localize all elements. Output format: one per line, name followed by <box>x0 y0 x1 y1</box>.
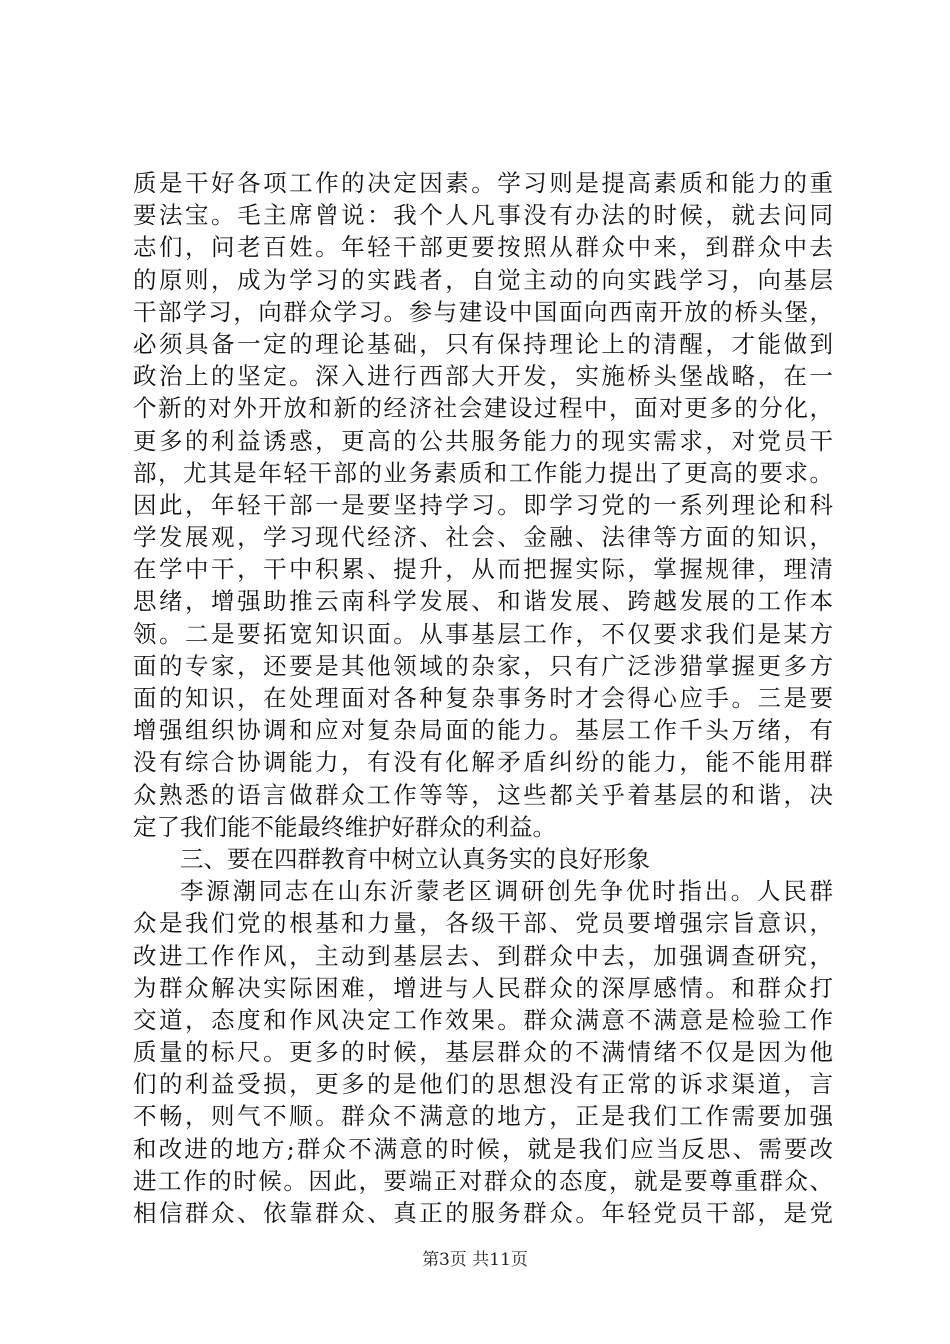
text-line: 交道，态度和作风决定工作效果。群众满意不满意是检验工作 <box>133 1005 833 1034</box>
text-line: 众熟悉的语言做群众工作等等，这些都关乎着基层的和谐，决 <box>133 780 833 809</box>
text-line: 学发展观，学习现代经济、社会、金融、法律等方面的知识， <box>133 523 833 552</box>
text-line: 更多的利益诱惑，更高的公共服务能力的现实需求，对党员干 <box>133 426 833 455</box>
text-line: 因此，年轻干部一是要坚持学习。即学习党的一系列理论和科 <box>133 490 833 519</box>
text-line: 不畅，则气不顺。群众不满意的地方，正是我们工作需要加强 <box>133 1102 833 1131</box>
text-line: 面的专家，还要是其他领域的杂家，只有广泛涉猎掌握更多方 <box>133 651 833 680</box>
text-line: 领。二是要拓宽知识面。从事基层工作，不仅要求我们是某方 <box>133 619 833 648</box>
section-heading: 三、要在四群教育中树立认真务实的良好形象 <box>180 844 650 873</box>
text-line: 在学中干，干中积累、提升，从而把握实际，掌握规律，理清 <box>133 555 833 584</box>
text-line: 和改进的地方;群众不满意的时候，就是我们应当反思、需要改 <box>133 1134 833 1163</box>
text-line: 众是我们党的根基和力量，各级干部、党员要增强宗旨意识， <box>133 909 833 938</box>
text-line: 为群众解决实际困难，增进与人民群众的深厚感情。和群众打 <box>133 973 833 1002</box>
text-line: 面的知识，在处理面对各种复杂事务时才会得心应手。三是要 <box>133 684 833 712</box>
text-line: 相信群众、依靠群众、真正的服务群众。年轻党员干部，是党 <box>133 1199 833 1227</box>
text-line: 进工作的时候。因此，要端正对群众的态度，就是要尊重群众、 <box>133 1166 833 1195</box>
text-line: 思绪，增强助推云南科学发展、和谐发展、跨越发展的工作本 <box>133 587 833 616</box>
page-number-footer: 第3页 共11页 <box>422 1250 528 1270</box>
text-line: 部，尤其是年轻干部的业务素质和工作能力提出了更高的要求。 <box>133 458 833 487</box>
text-line: 政治上的坚定。深入进行西部大开发，实施桥头堡战略，在一 <box>133 362 833 391</box>
paragraph-end-line: 定了我们能不能最终维护好群众的利益。 <box>133 812 556 841</box>
document-body <box>133 167 833 1229</box>
text-line: 个新的对外开放和新的经济社会建设过程中，面对更多的分化， <box>133 394 833 423</box>
text-line: 们的利益受损，更多的是他们的思想没有正常的诉求渠道，言 <box>133 1070 833 1099</box>
text-line: 改进工作作风，主动到基层去、到群众中去，加强调查研究， <box>133 941 833 970</box>
text-line: 干部学习，向群众学习。参与建设中国面向西南开放的桥头堡， <box>133 297 833 326</box>
text-line: 没有综合协调能力，有没有化解矛盾纠纷的能力，能不能用群 <box>133 748 833 777</box>
text-line: 要法宝。毛主席曾说：我个人凡事没有办法的时候，就去问同 <box>133 201 833 230</box>
text-line: 的原则，成为学习的实践者，自觉主动的向实践学习，向基层 <box>133 265 833 294</box>
text-line: 质量的标尺。更多的时候，基层群众的不满情绪不仅是因为他 <box>133 1038 833 1067</box>
text-line: 增强组织协调和应对复杂局面的能力。基层工作千头万绪，有 <box>133 716 833 745</box>
text-line: 必须具备一定的理论基础，只有保持理论上的清醒，才能做到 <box>133 329 833 358</box>
text-line: 志们，问老百姓。年轻干部更要按照从群众中来，到群众中去 <box>133 233 833 262</box>
text-line: 质是干好各项工作的决定因素。学习则是提高素质和能力的重 <box>133 169 833 197</box>
paragraph-first-line: 李源潮同志在山东沂蒙老区调研创先争优时指出。人民群 <box>180 877 833 906</box>
